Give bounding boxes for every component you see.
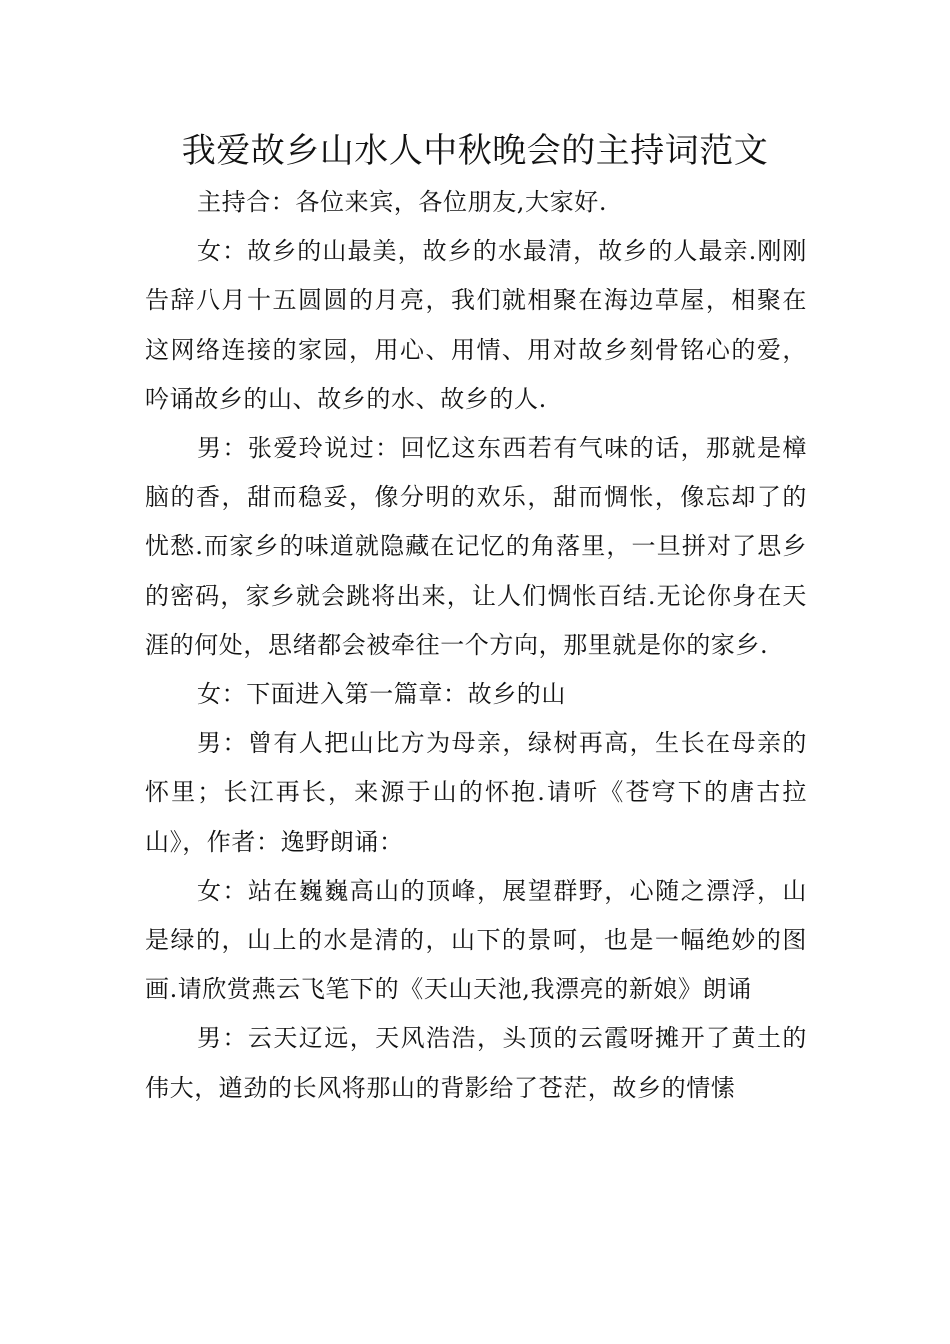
paragraph-male-mountain: 男：曾有人把山比方为母亲，绿树再高，生长在母亲的怀里；长江再长，来源于山的怀抱.请听《苍穹下的唐古拉山》，作者：逸野朗诵： — [145, 729, 807, 856]
paragraph-chapter-one: 女：下面进入第一篇章：故乡的山 — [197, 680, 566, 709]
paragraph-opening: 主持合：各位来宾，各位朋友,大家好. — [197, 188, 608, 216]
document-body — [145, 178, 807, 1113]
paragraph-female-peak: 女：站在巍巍高山的顶峰，展望群野，心随之漂浮，山是绿的，山上的水是清的，山下的景呵，也是一幅绝妙的图画.请欣赏燕云飞笔下的《天山天池,我漂亮的新娘》朗诵 — [145, 876, 807, 1004]
paragraph-male-sky: 男：云天辽远，天风浩浩，头顶的云霞呀摊开了黄土的伟大，遒劲的长风将那山的背影给了苍茫，故乡的情愫 — [145, 1024, 807, 1102]
paragraph-male-memory: 男：张爱玲说过：回忆这东西若有气味的话，那就是樟脑的香，甜而稳妥，像分明的欢乐，甜而惆怅，像忘却了的忧愁.而家乡的味道就隐藏在记忆的角落里，一旦拼对了思乡的密码，家乡就会跳将出来，让人们惆怅百结.无论你身在天涯的何处，思绪都会被牵往一个方向，那里就是你的家乡. — [145, 434, 807, 659]
paragraph-female-intro: 女：故乡的山最美，故乡的水最清，故乡的人最亲.刚刚告辞八月十五圆圆的月亮，我们就相聚在海边草屋，相聚在这网络连接的家园，用心、用情、用对故乡刻骨铭心的爱，吟诵故乡的山、故乡的水、故乡的人. — [145, 237, 807, 413]
document-title: 我爱故乡山水人中秋晚会的主持词范文 — [181, 131, 769, 171]
